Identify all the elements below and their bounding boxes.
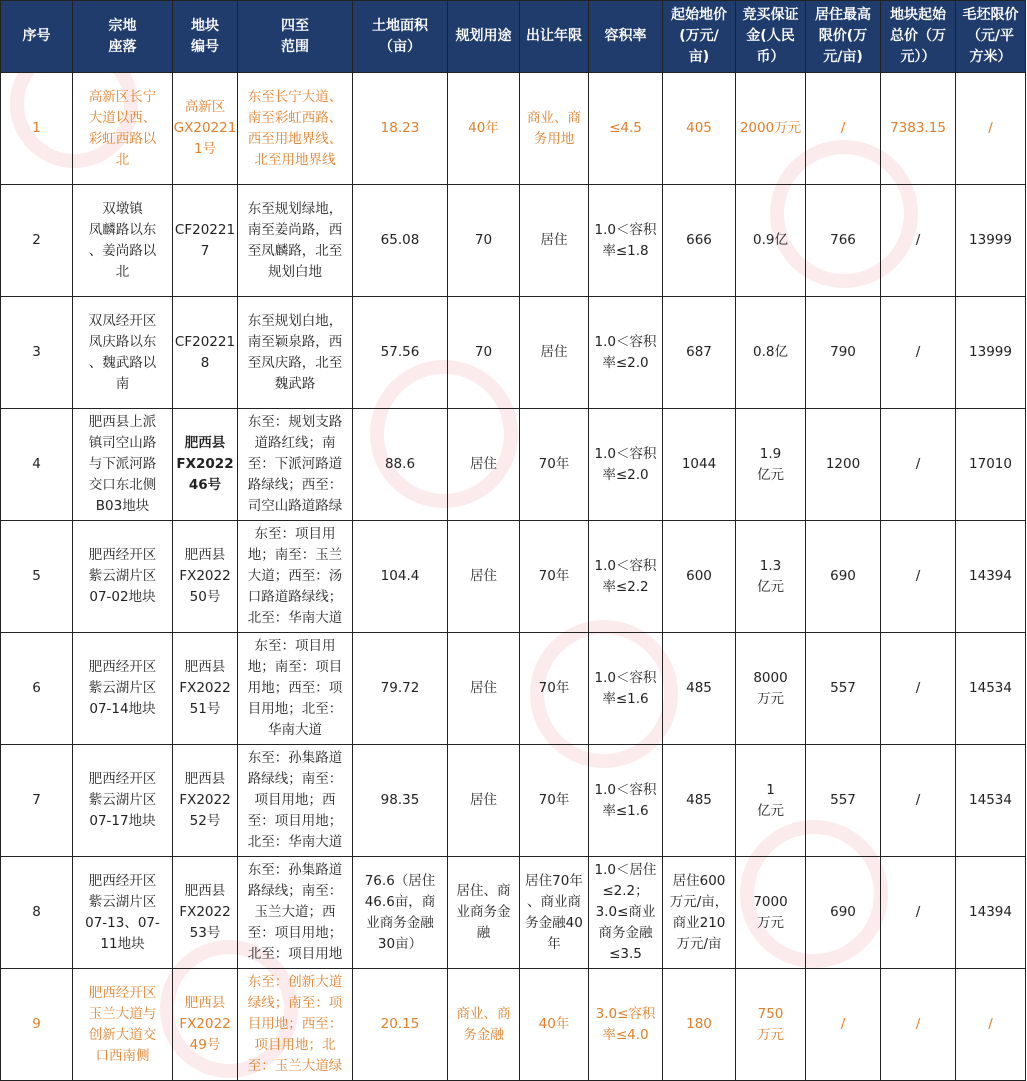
- cell-planned-use: [448, 73, 520, 185]
- cell-rough-price-limit: [956, 521, 1026, 633]
- header-max-residential-price: 居住最高 限价(万 元/亩): [806, 1, 881, 73]
- cell-boundaries: [238, 409, 353, 521]
- cell-deposit: [736, 73, 806, 185]
- cell-text: 0.9亿: [753, 232, 788, 248]
- cell-area: [353, 73, 448, 185]
- cell-text: 商业、商 务金融: [456, 1005, 511, 1043]
- cell-lease-term: [520, 857, 589, 969]
- cell-text: 70年: [538, 456, 570, 472]
- cell-plot-ratio: [589, 857, 663, 969]
- header-total-start-price: 地块起始 总价（万 元））: [881, 1, 956, 73]
- cell-text: 肥西经开区 紫云湖片区 07-17地块: [88, 771, 157, 829]
- cell-area: [353, 745, 448, 857]
- cell-total-start-price: [881, 969, 956, 1081]
- cell-text: 690: [830, 904, 856, 920]
- cell-lease-term: [520, 969, 589, 1081]
- cell-text: 1.3 亿元: [757, 557, 784, 595]
- cell-total-start-price: [881, 185, 956, 297]
- header-boundaries: 四至 范围: [238, 1, 353, 73]
- cell-planned-use: [448, 633, 520, 745]
- cell-max-residential-price: [806, 857, 881, 969]
- cell-rough-price-limit: [956, 633, 1026, 745]
- cell-boundaries: [238, 185, 353, 297]
- cell-deposit: [736, 185, 806, 297]
- cell-planned-use: [448, 185, 520, 297]
- cell-text: /: [915, 344, 921, 360]
- cell-text: 88.6: [384, 456, 416, 472]
- cell-plot-ratio: [589, 297, 663, 409]
- cell-text: 7383.15: [890, 120, 946, 136]
- cell-lease-term: [520, 633, 589, 745]
- cell-text: 居住: [540, 344, 568, 360]
- cell-text: 180: [686, 1016, 712, 1032]
- cell-text: 1.0＜容积 率≤2.2: [594, 557, 657, 595]
- cell-planned-use: [448, 297, 520, 409]
- cell-parcel-id: [173, 185, 238, 297]
- cell-start-price-per-mu: [663, 409, 736, 521]
- cell-text: /: [915, 904, 921, 920]
- cell-plot-ratio: [589, 73, 663, 185]
- cell-text: 766: [830, 232, 856, 248]
- cell-text: 600: [686, 568, 712, 584]
- cell-text: 居住: [470, 568, 497, 584]
- cell-text: 485: [686, 792, 712, 808]
- cell-location: [73, 633, 173, 745]
- cell-deposit: [736, 521, 806, 633]
- cell-text: 485: [686, 680, 712, 696]
- cell-start-price-per-mu: [663, 73, 736, 185]
- cell-area: [353, 297, 448, 409]
- cell-seq: [1, 633, 73, 745]
- cell-parcel-id: [173, 409, 238, 521]
- cell-location: [73, 857, 173, 969]
- cell-text: /: [988, 1016, 993, 1032]
- cell-text: 东至规划绿地， 南至姜尚路，西 至凤麟路，北至 规划白地: [247, 200, 343, 280]
- cell-text: ≤4.5: [609, 120, 642, 136]
- cell-max-residential-price: [806, 745, 881, 857]
- cell-text: 1.0＜居住 ≤2.2； 3.0≤商业 商务金融 ≤3.5: [594, 862, 657, 962]
- cell-plot-ratio: [589, 409, 663, 521]
- cell-text: 1 亿元: [757, 781, 784, 819]
- cell-max-residential-price: [806, 969, 881, 1081]
- cell-start-price-per-mu: [663, 745, 736, 857]
- cell-area: [353, 969, 448, 1081]
- header-deposit: 竞买保证 金(人民 币）: [736, 1, 806, 73]
- cell-text: 70: [474, 232, 493, 248]
- cell-text: 肥西县 FX2022 50号: [179, 547, 231, 605]
- cell-text: 14534: [969, 792, 1012, 808]
- cell-text: 居住、商 业商务金 融: [456, 883, 511, 941]
- cell-text: 666: [686, 232, 712, 248]
- cell-text: 405: [686, 120, 712, 136]
- cell-max-residential-price: [806, 73, 881, 185]
- cell-text: 70年: [538, 792, 570, 808]
- cell-text: 1044: [681, 456, 717, 472]
- cell-text: 居住: [470, 680, 497, 696]
- cell-text: 东至：项目用 地；南至：项目 用地；西至：项 目用地；北至： 华南大道: [247, 638, 343, 738]
- cell-text: 居住: [470, 456, 497, 472]
- cell-text: 18.23: [380, 120, 420, 136]
- cell-text: /: [915, 680, 921, 696]
- cell-parcel-id: [173, 745, 238, 857]
- header-lease-term: 出让年限: [520, 1, 589, 73]
- cell-rough-price-limit: [956, 969, 1026, 1081]
- cell-seq: [1, 73, 73, 185]
- cell-deposit: [736, 745, 806, 857]
- cell-boundaries: [238, 857, 353, 969]
- cell-plot-ratio: [589, 185, 663, 297]
- cell-boundaries: [238, 297, 353, 409]
- cell-parcel-id: [173, 521, 238, 633]
- cell-text: 高新区 GX20221 1号: [173, 99, 237, 157]
- cell-total-start-price: [881, 409, 956, 521]
- cell-text: 14534: [969, 680, 1012, 696]
- cell-text: 557: [830, 680, 856, 696]
- table-row: [1, 857, 1026, 969]
- cell-parcel-id: [173, 857, 238, 969]
- cell-boundaries: [238, 745, 353, 857]
- cell-text: 居住600 万元/亩， 商业210 万元/亩: [669, 872, 729, 952]
- header-rough-price-limit: 毛坯限价 （元/平 方米）: [956, 1, 1026, 73]
- cell-text: 690: [830, 568, 856, 584]
- cell-text: 14394: [969, 904, 1012, 920]
- cell-text: 东至：项目用 地；南至：玉兰 大道；西至：汤 口路道路绿线； 北至：华南大道: [247, 526, 343, 626]
- cell-text: 双墩镇 凤麟路以东 、姜尚路以 北: [88, 200, 157, 280]
- cell-text: 3: [32, 344, 41, 360]
- cell-parcel-id: [173, 297, 238, 409]
- cell-area: [353, 633, 448, 745]
- cell-seq: [1, 521, 73, 633]
- cell-start-price-per-mu: [663, 297, 736, 409]
- cell-planned-use: [448, 857, 520, 969]
- cell-text: /: [840, 120, 846, 136]
- cell-text: 76.6（居住 46.6亩，商 业商务金融 30亩）: [364, 872, 436, 952]
- cell-planned-use: [448, 745, 520, 857]
- cell-text: 东至规划白地， 南至颖泉路，西 至凤庆路，北至 魏武路: [247, 312, 343, 392]
- table-row: [1, 409, 1026, 521]
- cell-parcel-id: [173, 73, 238, 185]
- cell-text: 3.0≤容积 率≤4.0: [595, 1005, 656, 1043]
- cell-text: 79.72: [380, 680, 420, 696]
- cell-text: /: [988, 120, 993, 136]
- header-parcel-id: 地块 编号: [173, 1, 238, 73]
- cell-parcel-id: [173, 969, 238, 1081]
- cell-text: 肥西经开区 紫云湖片区 07-13、07- 11地块: [85, 872, 160, 952]
- cell-seq: [1, 745, 73, 857]
- cell-text: 57.56: [380, 344, 420, 360]
- cell-total-start-price: [881, 857, 956, 969]
- cell-start-price-per-mu: [663, 857, 736, 969]
- cell-text: 70: [474, 344, 493, 360]
- cell-text: 4: [32, 456, 41, 472]
- header-location: 宗地 座落: [73, 1, 173, 73]
- cell-text: 40年: [538, 1016, 570, 1032]
- table-row: [1, 297, 1026, 409]
- cell-text: /: [915, 1016, 921, 1032]
- cell-text: 1.0＜容积 率≤2.0: [594, 445, 657, 483]
- cell-lease-term: [520, 409, 589, 521]
- cell-seq: [1, 297, 73, 409]
- cell-total-start-price: [881, 745, 956, 857]
- cell-text: 高新区长宁 大道以西、 彩虹西路以 北: [88, 88, 157, 168]
- cell-location: [73, 409, 173, 521]
- cell-text: 13999: [969, 344, 1012, 360]
- cell-start-price-per-mu: [663, 633, 736, 745]
- cell-text: /: [915, 568, 921, 584]
- cell-rough-price-limit: [956, 409, 1026, 521]
- cell-max-residential-price: [806, 185, 881, 297]
- cell-text: 557: [830, 792, 856, 808]
- cell-text: 8000 万元: [753, 669, 788, 707]
- cell-text: 商业、商 务用地: [527, 109, 581, 147]
- cell-lease-term: [520, 521, 589, 633]
- cell-text: 肥西县 FX2022 49号: [179, 995, 231, 1053]
- cell-boundaries: [238, 969, 353, 1081]
- header-area: 土地面积 （亩）: [353, 1, 448, 73]
- cell-text: 14394: [969, 568, 1012, 584]
- cell-max-residential-price: [806, 297, 881, 409]
- cell-text: 5: [32, 568, 41, 584]
- header-seq: 序号: [1, 1, 73, 73]
- table-row: [1, 521, 1026, 633]
- cell-planned-use: [448, 409, 520, 521]
- cell-text: 居住70年 、商业商 务金融40 年: [525, 872, 583, 952]
- cell-boundaries: [238, 73, 353, 185]
- cell-total-start-price: [881, 521, 956, 633]
- cell-rough-price-limit: [956, 185, 1026, 297]
- cell-max-residential-price: [806, 521, 881, 633]
- cell-parcel-id: [173, 633, 238, 745]
- cell-text: 40年: [468, 120, 499, 136]
- cell-location: [73, 521, 173, 633]
- cell-deposit: [736, 633, 806, 745]
- cell-deposit: [736, 409, 806, 521]
- header-plot-ratio: 容积率: [589, 1, 663, 73]
- cell-text: 1200: [825, 456, 861, 472]
- cell-text: CF20221 8: [174, 333, 236, 371]
- cell-text: 肥西经开区 紫云湖片区 07-14地块: [88, 659, 157, 717]
- cell-text: 20.15: [380, 1016, 420, 1032]
- cell-text: 肥西县上派 镇司空山路 与下派河路 交口东北侧 B03地块: [88, 414, 157, 514]
- cell-text: 13999: [969, 232, 1012, 248]
- table-header-row: [1, 1, 1026, 73]
- cell-location: [73, 297, 173, 409]
- cell-text: 东至：规划支路 道路红线；南 至：下派河路道 路绿线；西至： 司空山路道路绿: [247, 414, 343, 514]
- cell-text: 东至长宁大道、 南至彩虹西路、 西至用地界线、 北至用地界线: [247, 88, 343, 168]
- cell-total-start-price: [881, 633, 956, 745]
- cell-text: 70年: [538, 568, 570, 584]
- table-row: [1, 633, 1026, 745]
- cell-text: 104.4: [380, 568, 420, 584]
- cell-text: 肥西经开区 紫云湖片区 07-02地块: [88, 547, 157, 605]
- cell-text: 居住: [540, 232, 568, 248]
- cell-text: 8: [32, 904, 41, 920]
- cell-start-price-per-mu: [663, 185, 736, 297]
- cell-text: /: [915, 792, 921, 808]
- cell-text: 2000万元: [739, 120, 802, 136]
- cell-text: 1: [32, 120, 41, 136]
- cell-seq: [1, 857, 73, 969]
- cell-location: [73, 185, 173, 297]
- cell-lease-term: [520, 297, 589, 409]
- cell-text: 750 万元: [757, 1005, 784, 1043]
- cell-plot-ratio: [589, 633, 663, 745]
- cell-text: 居住: [470, 792, 497, 808]
- cell-lease-term: [520, 745, 589, 857]
- cell-rough-price-limit: [956, 745, 1026, 857]
- cell-area: [353, 857, 448, 969]
- cell-text: 肥西县 FX2022 51号: [179, 659, 231, 717]
- cell-text: 肥西县 FX2022 52号: [179, 771, 231, 829]
- cell-text: 1.9 亿元: [757, 445, 784, 483]
- cell-text: /: [915, 456, 921, 472]
- cell-start-price-per-mu: [663, 521, 736, 633]
- cell-lease-term: [520, 73, 589, 185]
- cell-plot-ratio: [589, 745, 663, 857]
- cell-deposit: [736, 969, 806, 1081]
- cell-rough-price-limit: [956, 73, 1026, 185]
- cell-start-price-per-mu: [663, 969, 736, 1081]
- cell-text: 6: [32, 680, 41, 696]
- cell-lease-term: [520, 185, 589, 297]
- cell-seq: [1, 185, 73, 297]
- table-row: [1, 969, 1026, 1081]
- cell-plot-ratio: [589, 521, 663, 633]
- cell-boundaries: [238, 633, 353, 745]
- cell-area: [353, 185, 448, 297]
- table-row: [1, 185, 1026, 297]
- cell-location: [73, 73, 173, 185]
- cell-text: 肥西县 FX2022 53号: [179, 883, 231, 941]
- cell-max-residential-price: [806, 633, 881, 745]
- cell-text: /: [840, 1016, 846, 1032]
- cell-planned-use: [448, 521, 520, 633]
- cell-text: 东至：孙集路道 路绿线；南至： 项目用地；西 至：项目用地； 北至：华南大道: [247, 750, 343, 850]
- header-start-price-per-mu: 起始地价 (万元/ 亩): [663, 1, 736, 73]
- table-row: [1, 73, 1026, 185]
- cell-max-residential-price: [806, 409, 881, 521]
- cell-rough-price-limit: [956, 857, 1026, 969]
- table-row: [1, 745, 1026, 857]
- cell-location: [73, 969, 173, 1081]
- cell-seq: [1, 969, 73, 1081]
- cell-total-start-price: [881, 297, 956, 409]
- cell-deposit: [736, 297, 806, 409]
- cell-planned-use: [448, 969, 520, 1081]
- cell-total-start-price: [881, 73, 956, 185]
- cell-text: 东至：创新大道 绿线；南至：项 目用地；西至： 项目用地；北 至：玉兰大道绿: [247, 974, 343, 1074]
- cell-plot-ratio: [589, 969, 663, 1081]
- cell-text: 65.08: [380, 232, 420, 248]
- cell-text: 9: [32, 1016, 41, 1032]
- cell-deposit: [736, 857, 806, 969]
- cell-area: [353, 521, 448, 633]
- cell-location: [73, 745, 173, 857]
- cell-text: 7: [32, 792, 41, 808]
- cell-text: 肥西县 FX2022 46号: [176, 435, 234, 493]
- header-planned-use: 规划用途: [448, 1, 520, 73]
- cell-seq: [1, 409, 73, 521]
- cell-text: 2: [32, 232, 41, 248]
- cell-text: 1.0＜容积 率≤1.8: [594, 221, 657, 259]
- cell-text: 肥西经开区 玉兰大道与 创新大道交 口西南侧: [88, 984, 157, 1064]
- cell-text: 1.0＜容积 率≤1.6: [594, 781, 657, 819]
- cell-text: 1.0＜容积 率≤2.0: [594, 333, 657, 371]
- cell-area: [353, 409, 448, 521]
- cell-text: 双凤经开区 凤庆路以东 、魏武路以 南: [88, 312, 157, 392]
- cell-text: 1.0＜容积 率≤1.6: [594, 669, 657, 707]
- cell-text: 790: [830, 344, 856, 360]
- cell-text: 17010: [969, 456, 1012, 472]
- cell-text: 东至：孙集路道 路绿线；南至： 玉兰大道；西 至：项目用地； 北至：项目用地: [247, 862, 343, 962]
- cell-rough-price-limit: [956, 297, 1026, 409]
- cell-text: 98.35: [380, 792, 420, 808]
- cell-text: 0.8亿: [753, 344, 788, 360]
- cell-boundaries: [238, 521, 353, 633]
- cell-text: CF20221 7: [174, 221, 236, 259]
- cell-text: 70年: [538, 680, 570, 696]
- cell-text: 7000 万元: [753, 893, 788, 931]
- cell-text: /: [915, 232, 921, 248]
- cell-text: 687: [686, 344, 712, 360]
